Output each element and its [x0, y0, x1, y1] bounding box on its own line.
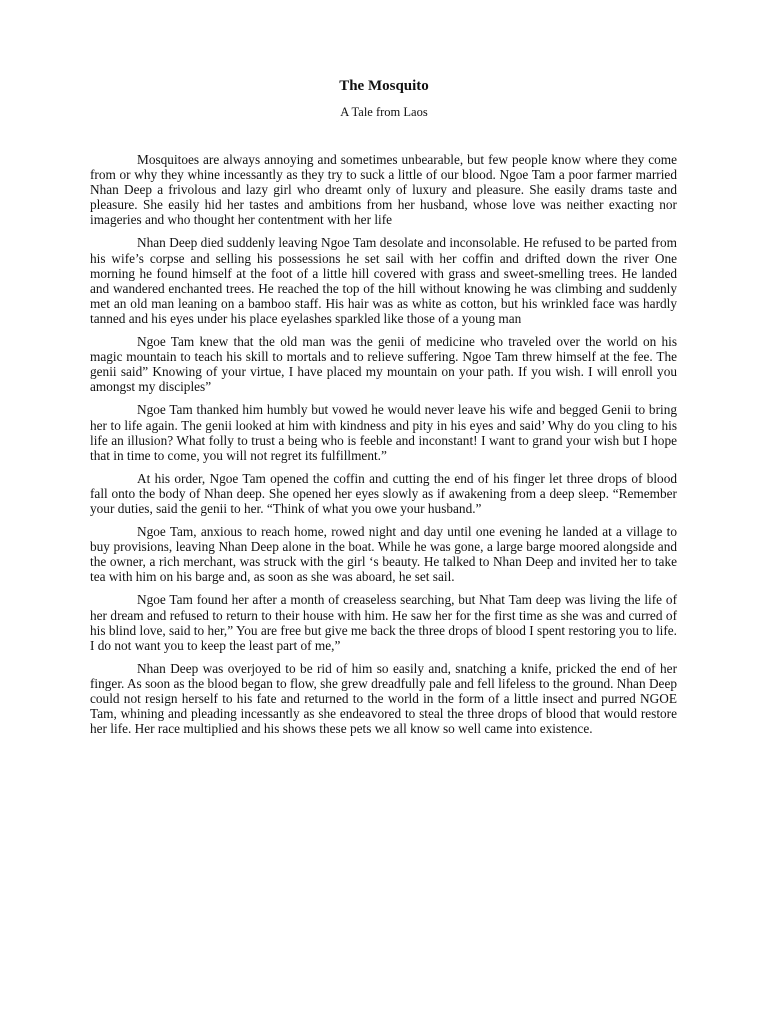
paragraph-3: Ngoe Tam knew that the old man was the genii of medicine who traveled over the world on his magic mountain to teach his skill to mortals and to relieve suffering. Ngoe Tam threw himself at the fee. The genii said” Knowing of your virtue, I have placed my mountain on your path. If you wish. I will enroll you amongst my disciples”: [90, 334, 677, 395]
paragraph-8: Nhan Deep was overjoyed to be rid of him so easily and, snatching a knife, pricked the end of her finger. As soon as the blood began to flow, she grew dreadfully pale and fell lifeless to the ground. Nhan Deep could not resign herself to his fate and returned to the world in the form of a little insect and purred NGOE Tam, whining and pleading incessantly as she endeavored to steal the three drops of blood that would restore her life. Her race multiplied and his shows these pets we all know so well came into existence.: [90, 660, 677, 737]
paragraph-4: Ngoe Tam thanked him humbly but vowed he would never leave his wife and begged Genii to bring her to life again. The genii looked at him with kindness and pity in his eyes and said’ Why do you cling to his life an illusion? What folly to trust a being who is feeble and inconstant! I want to grand your wish but I hope that in time to come, you will not regret its fulfillment.”: [90, 402, 677, 463]
paragraph-2: Nhan Deep died suddenly leaving Ngoe Tam desolate and inconsolable. He refused to be parted from his wife’s corpse and selling his possessions he set sail with her coffin and drifted down the river One morning he found himself at the foot of a little hill covered with grass and sweet-smelling trees. He landed and wandered enchanted trees. He reached the top of the hill without knowing he was climbing and suddenly met an old man leaning on a bamboo staff. His hair was as white as cotton, but his wrinkled face was hardly tanned and his eyes under his place eyelashes sparkled like those of a young man: [90, 235, 677, 326]
document-subtitle: A Tale from Laos: [340, 105, 428, 119]
paragraph-5: At his order, Ngoe Tam opened the coffin and cutting the end of his finger let three drops of blood fall onto the body of Nhan deep. She opened her eyes slowly as if awakening from a deep sleep. “Remember your duties, said the genii to her. “Think of what you owe your husband.”: [90, 470, 677, 516]
paragraph-6: Ngoe Tam, anxious to reach home, rowed night and day until one evening he landed at a village to buy provisions, leaving Nhan Deep alone in the boat. While he was gone, a large barge moored alongside and the owner, a rich merchant, was struck with the girl ‘s beauty. He talked to Nhan Deep and invited her to take tea with him on his barge and, as soon as she was aboard, he set sail.: [90, 524, 677, 585]
document-body: [90, 152, 677, 744]
paragraph-7: Ngoe Tam found her after a month of creaseless searching, but Nhat Tam deep was living the life of her dream and refused to return to their house with him. He saw her for the first time as she was and curred of his blind love, said to her,” You are free but give me back the three drops of blood I spent restoring you to life. I do not want you to keep the least part of me,”: [90, 592, 677, 653]
paragraph-1: Mosquitoes are always annoying and sometimes unbearable, but few people know where they come from or why they whine incessantly as they try to suck a little of our blood. Ngoe Tam a poor farmer married Nhan Deep a frivolous and lazy girl who dreamt only of luxury and pleasure. She easily drams taste and pleasure. She easily hid her tastes and ambitions from her husband, whose love was neither exacting nor imageries and who thought her contentment with her life: [90, 152, 677, 228]
document-title: The Mosquito: [339, 78, 429, 94]
